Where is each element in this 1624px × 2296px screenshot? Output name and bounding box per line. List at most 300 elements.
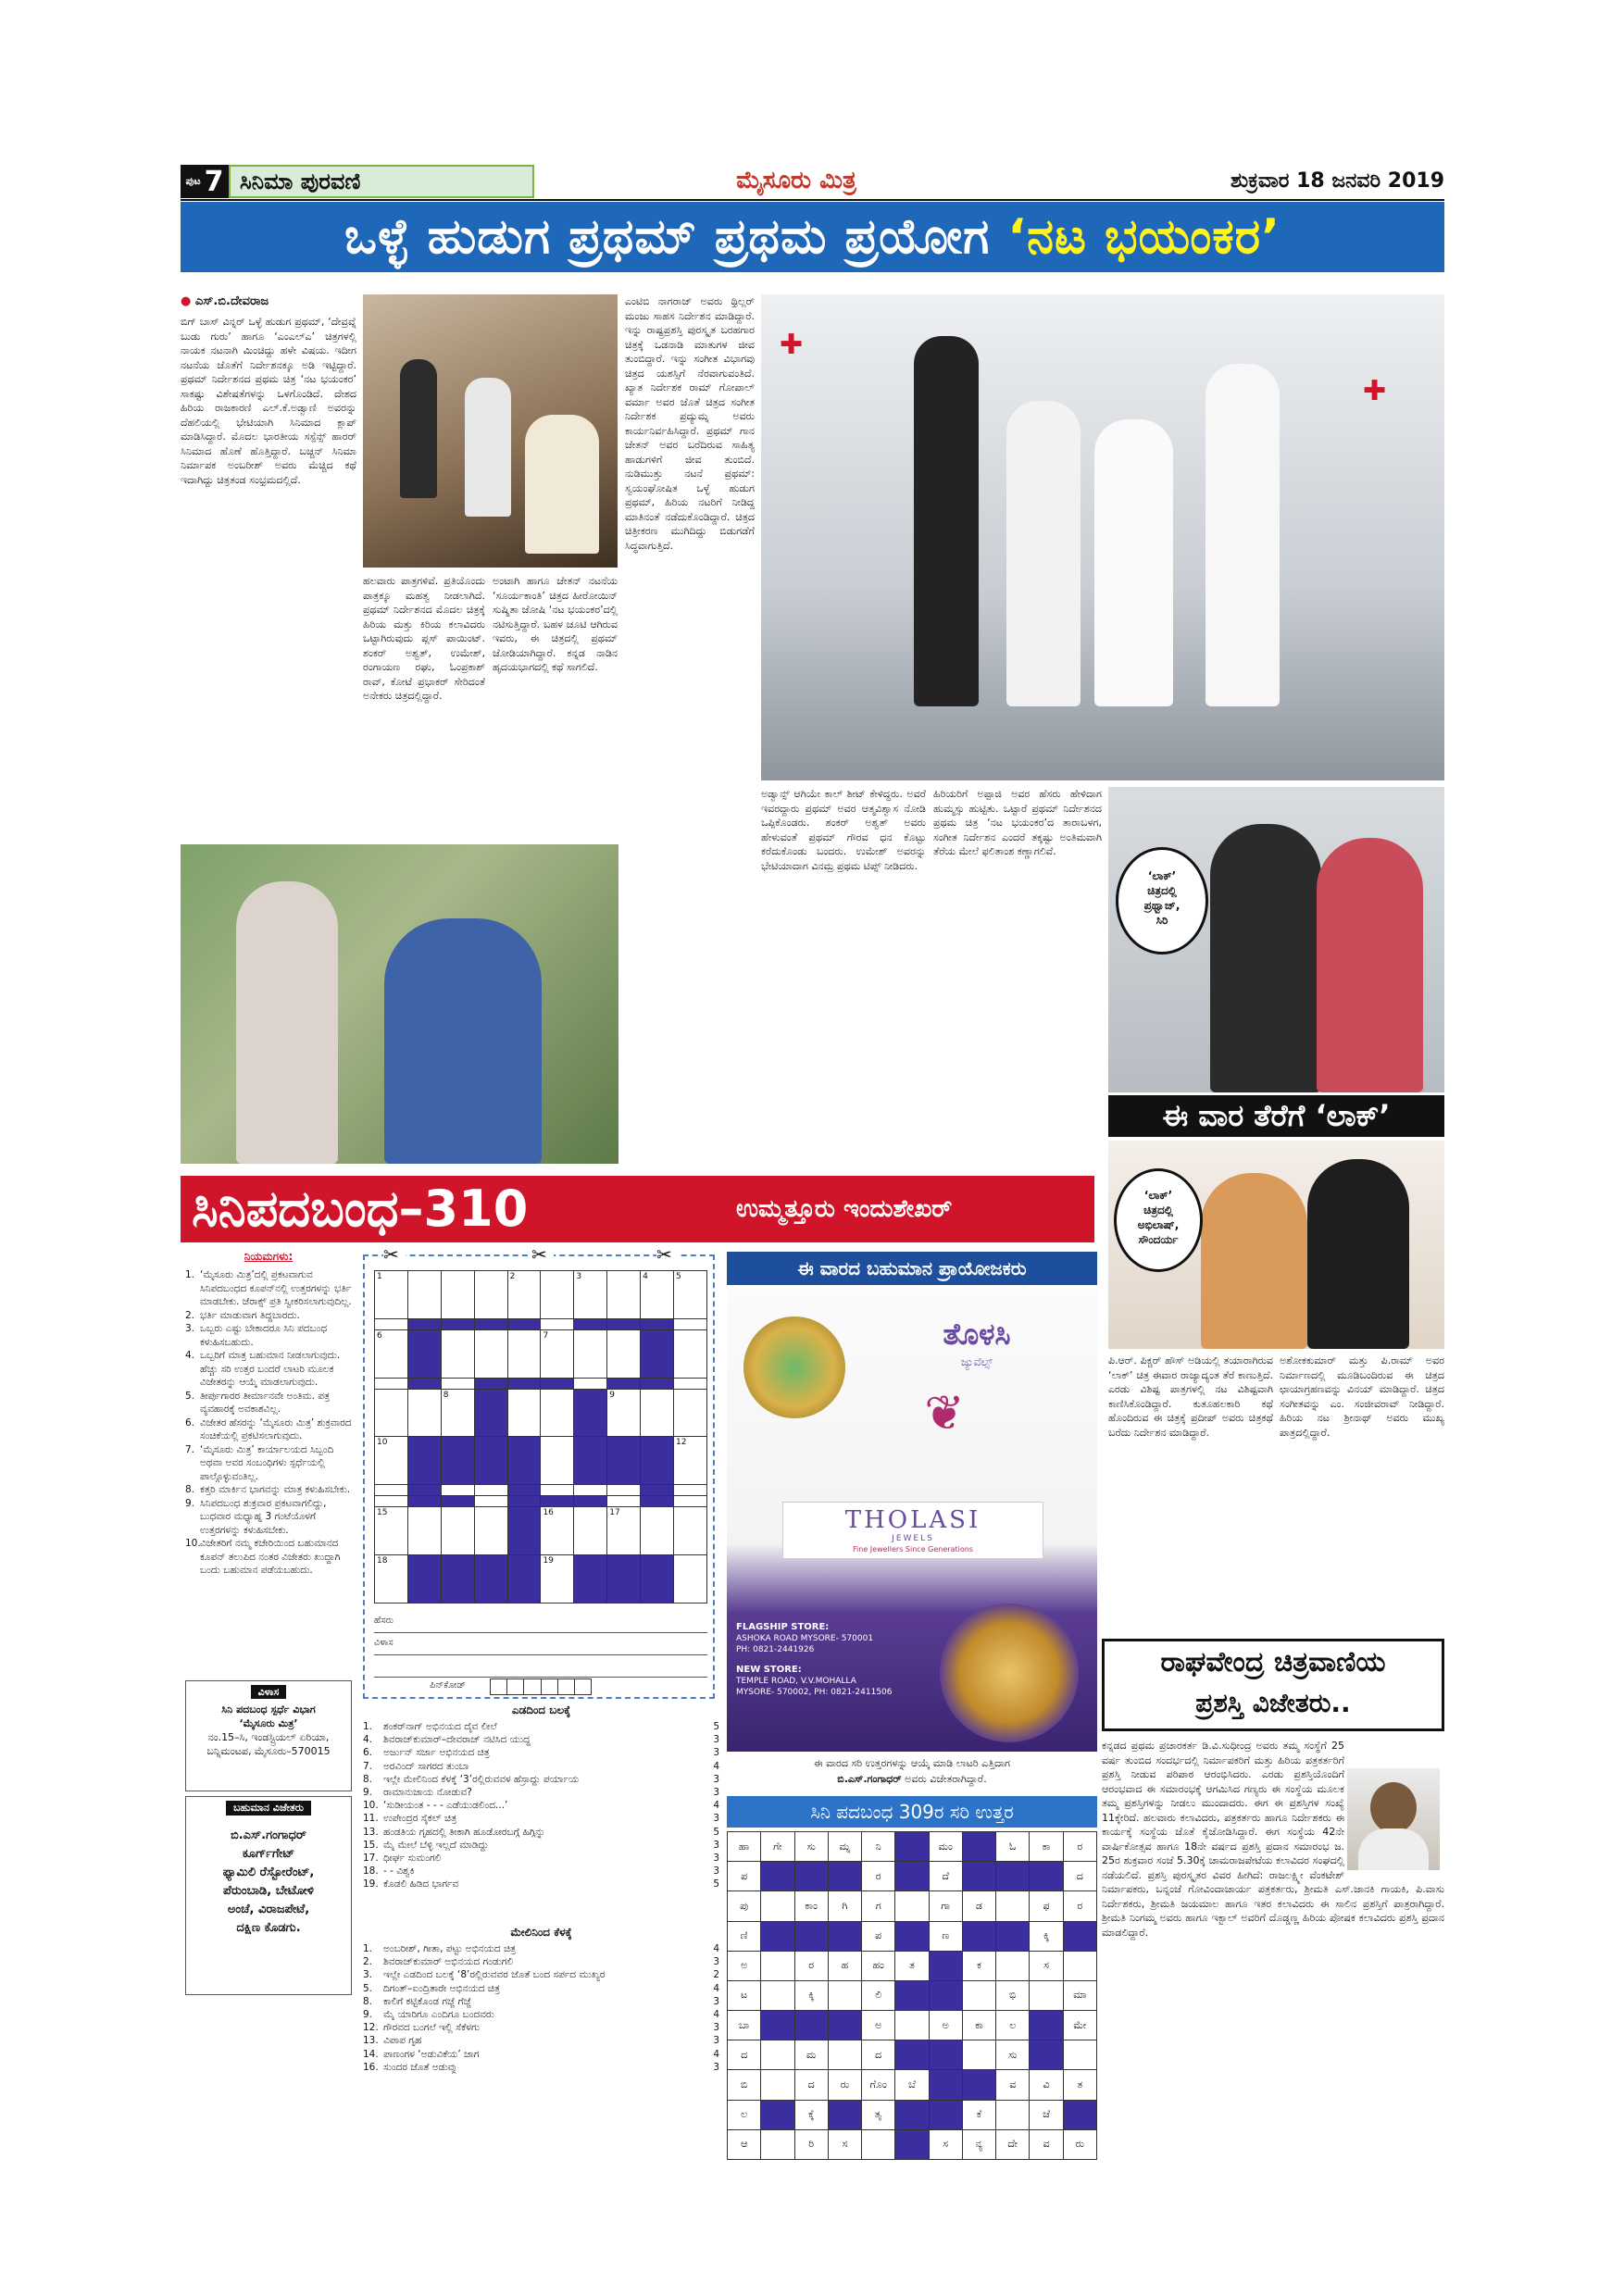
page-number-box <box>181 165 229 198</box>
grid-cell[interactable] <box>541 1389 574 1437</box>
story-column-4: ಎಂಟಿಬಿ ನಾಗರಾಜ್ ಅವರು ಥ್ರಿಲ್ಲರ್ ಮಂಜು ಸಾಹಸ ನಿರ್ದೇಶನ ಮಾಡಿದ್ದಾರೆ. ಇನ್ನು ರಾಷ್ಟ್ರಪ್ರಶಸ್ತಿ ಪುರಸ್ಕೃತ ಬರಹಗಾರ ಚಿತ್ರಕ್ಕೆ ಒಡನಾಡಿ ಮಾತುಗಳ ಜೀವ ತುಂಬಿದ್ದಾರೆ. ಇನ್ನು ಸಂಗೀತ ವಿಭಾಗವು ಚಿತ್ರದ ಯಶಸ್ಸಿಗೆ ನೆರವಾಗುವಂತಿದೆ. ಖ್ಯಾತ ನಿರ್ದೇಶಕ ರಾಮ್ ಗೋಪಾಲ್ ವರ್ಮಾ ಅವರ ಜೊತೆ ಚಿತ್ರದ ಸಂಗೀತ ನಿರ್ದೇಶಕ ಪ್ರದ್ಯುಮ್ನ ಅವರು ಕಾರ್ಯನಿರ್ವಹಿಸಿದ್ದಾರೆ. ಪ್ರಥಮ್ ಗಾನ ಚೇತನ್ ಅವರ ಬರೆದಿರುವ ಸಾಹಿತ್ಯ ಹಾಡುಗಳಿಗೆ ಜೀವ ತುಂಬಿದೆ. ನುಡಿಮುತ್ತು ನಟನೆ ಪ್ರಥಮ್: ಸ್ವಯಂಘೋಷಿತ ಒಳ್ಳೆ ಹುಡುಗ ಪ್ರಥಮ್, ಹಿರಿಯ ನಟರಿಗೆ ನೀಡಿದ್ದ ಮಾತಿನಂತೆ ನಡೆದುಕೊಂಡಿದ್ದಾರೆ. ಚಿತ್ರದ ಚಿತ್ರೀಕರಣ ಮುಗಿದಿದ್ದು ಬಿಡುಗಡೆಗೆ ಸಿದ್ಧವಾಗುತ್ತಿದೆ. <box>625 295 755 552</box>
photo-figure <box>1210 824 1321 1092</box>
clue-item <box>363 2021 719 2034</box>
clue-item <box>363 1773 719 1786</box>
clue-number: 11. <box>363 1813 379 1825</box>
clue-text: ಕೊಡಲಿ ಹಿಡಿದ ಭಾರ್ಗವ <box>383 1878 459 1890</box>
answer-cell <box>761 2129 794 2159</box>
answer-cell: ನ್ಯ <box>962 2129 995 2159</box>
raghavendra-body: ಕನ್ನಡದ ಪ್ರಥಮ ಪ್ರಚಾರಕರ್ತ ಡಿ.ವಿ.ಸುಧೀಂದ್ರ ಅವರು ತಮ್ಮ ಸಂಸ್ಥೆಗೆ 25 ವರ್ಷ ತುಂಬಿದ ಸಂದರ್ಭದಲ್ಲಿ ನಿರ್ಮಾಪಕರಿಗೆ ಮತ್ತು ಹಿರಿಯ ಪತ್ರಕರ್ತರಿಗೆ ಪ್ರಶಸ್ತಿ ನೀಡುವ ಪರಿಪಾಠ ಆರಂಭಿಸಿದರು. ಎರಡು ಪ್ರಶಸ್ತಿಯೊಂದಿಗೆ ಆರಂಭವಾದ ಈ ಸಮಾರಂಭಕ್ಕೆ ಆಗಮಿಸಿದ ಗಣ್ಯರು ಈ ಸಂಸ್ಥೆಯ ಮೂಲಕ ತಮ್ಮ ಪ್ರಶಸ್ತಿಗಳನ್ನು ನೀಡಲು ಮುಂದಾದರು. ಈಗ ಈ ಪ್ರಶಸ್ತಿಗಳ ಸಂಖ್ಯೆ 11ಕ್ಕೇರಿದೆ. ಹಲವಾರು ಕಲಾವಿದರು, ಪತ್ರಕರ್ತರು ಹಾಗೂ ನಿರ್ದೇಶಕರು ಈ ಕಾರ್ಯಕ್ಕೆ ಸಂಸ್ಥೆಯ ಜೊತೆ ಕೈಜೋಡಿಸಿದ್ದಾರೆ. ಈಗ ಸಂಸ್ಥೆಯ 42ನೇ ವಾರ್ಷಿಕೋತ್ಸವ ಹಾಗೂ 18ನೇ ವರ್ಷದ ಪ್ರಶಸ್ತಿ ಪ್ರದಾನ ಸಮಾರಂಭ ಜ. 25ರ ಶುಕ್ರವಾರ ಸಂಜೆ 5.30ಕ್ಕೆ ಚಾಮರಾಜಪೇಟೆಯ ಕಲಾವಿದರ ಸಂಘದಲ್ಲಿ ನಡೆಯಲಿದೆ. ಪ್ರಶಸ್ತಿ ಪುರಸ್ಕೃತರ ವಿವರ ಹೀಗಿದೆ: ರಾಜಲಕ್ಷ್ಮೀ ವೆಂಕಟೇಶ್ ನಿರ್ಮಾಪಕರು, ಬನ್ನಂಜೆ ಗೋವಿಂದಾಚಾರ್ಯ ಪತ್ರಕರ್ತರು, ಶ್ರೀಮತಿ ಎಸ್.ಜಾನಕಿ ಗಾಯಕಿ, ಪಿ.ವಾಸು ನಿರ್ದೇಶಕರು, ಶ್ರೀಮತಿ ಜಯಮಾಲ ಹಾಗೂ ಇತರ ಕಲಾವಿದರು ಈ ಸಾಲಿನ ಪ್ರಶಸ್ತಿಗೆ ಪಾತ್ರರಾಗಿದ್ದಾರೆ. ಶ್ರೀಮತಿ ನಿಂಗಮ್ಮ ಅವರು ಹಾಗೂ ಇಕ್ಬಾಲ್ ಅವರಿಗೆ ದೊಡ್ಡಣ್ಣ ಹಿರಿಯ ಪೋಷಕ ಕಲಾವಿದರು ಪ್ರಶಸ್ತಿ ಪ್ರದಾನ ಮಾಡಲಿದ್ದಾರೆ. <box>1102 1740 1444 1939</box>
clue-number: 12. <box>363 2022 379 2034</box>
grid-cell[interactable] <box>407 1389 441 1437</box>
clue-length: 4 <box>713 2048 719 2060</box>
clue-length: 3 <box>713 2022 719 2034</box>
clue-text: ಉಪೇಂದ್ರರ ಸೈಕಲ್ ಚಿತ್ರ <box>383 1813 457 1825</box>
photo-figure <box>525 415 599 554</box>
brand-kn-sub: ಜ್ಯುವೆಲ್ಸ್ <box>960 1355 993 1368</box>
grid-cell[interactable] <box>674 1507 707 1555</box>
grid-cell[interactable] <box>441 1271 474 1319</box>
grid-cell[interactable] <box>674 1378 707 1389</box>
grid-cell[interactable] <box>375 1496 408 1507</box>
grid-number: 16 <box>543 1508 554 1518</box>
clue-number: 3. <box>363 1969 373 1981</box>
grid-cell[interactable] <box>641 1389 674 1437</box>
clue-item <box>363 1968 719 1981</box>
grid-cell[interactable] <box>375 1437 408 1485</box>
grid-block <box>541 1378 574 1389</box>
sponsor-ad <box>727 1289 1097 1752</box>
grid-cell[interactable] <box>541 1329 574 1378</box>
caption-line: ಚಿತ್ರದಲ್ಲಿ <box>1147 884 1177 897</box>
answer-cell: ರ <box>862 1862 895 1891</box>
answer-cell: ತ <box>895 1951 929 1980</box>
answer-cell: ಪು <box>728 1891 761 1921</box>
rule-item <box>185 1443 352 1484</box>
raghavendra-title-box <box>1102 1639 1444 1731</box>
grid-cell[interactable] <box>441 1389 474 1437</box>
byline-bullet-icon: ● <box>181 294 192 308</box>
grid-cell[interactable] <box>407 1507 441 1555</box>
grid-number: 10 <box>377 1438 388 1448</box>
photo-figure <box>400 359 437 498</box>
answer-cell: ಜೆ <box>1030 2100 1063 2129</box>
grid-cell[interactable] <box>507 1271 541 1319</box>
answer-block <box>828 1862 861 1891</box>
answer-cell: ಗ <box>862 1891 895 1921</box>
clue-number: 7. <box>363 1760 373 1772</box>
answer-cell: ಗೊಂ <box>862 2070 895 2100</box>
rule-number: 10. <box>185 1538 201 1549</box>
grid-number: 5 <box>676 1272 681 1281</box>
answer-block <box>895 1921 929 1951</box>
winner-address: ಕೂರ್ಗ್‌ಗೇಟ್ <box>242 1847 295 1861</box>
clue-text: ವಿಪಾಪ ಗೃಹ <box>383 2035 422 2047</box>
grid-number: 15 <box>377 1508 388 1518</box>
grid-cell[interactable] <box>441 1485 474 1496</box>
answer-cell <box>828 2040 861 2070</box>
clue-number: 4. <box>363 1734 373 1746</box>
clue-length: 3 <box>713 2061 719 2073</box>
grid-block <box>407 1437 441 1485</box>
clue-text: ಅಂಬರೀಶ್, ಗೀತಾ, ಪಟ್ಟು ಅಭಿನಯದ ಚಿತ್ರ <box>383 1943 517 1954</box>
grid-cell[interactable] <box>507 1389 541 1437</box>
rule-number: 6. <box>185 1416 195 1429</box>
grid-cell[interactable] <box>674 1329 707 1378</box>
photo-figure <box>1206 364 1280 706</box>
grid-block <box>641 1555 674 1603</box>
grid-cell[interactable] <box>441 1329 474 1378</box>
answer-cell: ಹಂ <box>862 1951 895 1980</box>
answer-block <box>794 1921 828 1951</box>
photo-figure <box>1307 1159 1409 1349</box>
rule-text: ಒಬ್ಬರು ಎಷ್ಟು ಬೇಕಾದರೂ ಸಿನಿ ಪದಬಂಧ ಕಳುಹಿಸಬಹುದು. <box>200 1323 328 1348</box>
caption-line: ಪ್ರಥ್ವಾಜ್, <box>1143 899 1181 912</box>
answer-block <box>929 1980 962 2010</box>
clue-text: ರಾಮಾನುಜಾಯ ನೋಡುವ? <box>383 1787 472 1799</box>
red-cross-icon: ✚ <box>1363 375 1387 407</box>
clue-item <box>363 2061 719 2074</box>
clue-item <box>363 1852 719 1865</box>
story-column-3: ಅಂಟಾಗಿ ಹಾಗೂ ಚೇತನ್ ನಟನೆಯ ‘ಸೂರ್ಯಕಾಂತಿ’ ಚಿತ್ರದ ಹೀರೋಯಿನ್ ಸುಷ್ಮಿತಾ ಜೋಷಿ ‘ನಟ ಭಯಂಕರ’ದಲ್ಲಿ ನಟಿಸುತ್ತಿದ್ದಾರೆ. ಬಹಳ ಚೂಟಿ ಆಗಿರುವ ಇವರು, ಈ ಚಿತ್ರದಲ್ಲಿ ಪ್ರಥಮ್ ಜೋಡಿಯಾಗಿದ್ದಾರೆ. ಕನ್ನಡ ನಾಡಿನ ಹೃದಯಭಾಗದಲ್ಲಿ ಕಥೆ ಸಾಗಲಿದೆ. <box>493 575 618 673</box>
grid-cell[interactable] <box>375 1318 408 1329</box>
grid-cell[interactable] <box>375 1485 408 1496</box>
jewel-pendant-icon <box>743 1316 845 1418</box>
grid-block <box>574 1555 607 1603</box>
grid-cell[interactable] <box>574 1485 607 1496</box>
clue-text: ಸುಂದರ ಜೊತೆ ಅಡುವ್ದು <box>383 2061 457 2073</box>
grid-cell[interactable] <box>407 1271 441 1319</box>
rule-number: 4. <box>185 1350 195 1361</box>
answer-block <box>761 1921 794 1951</box>
grid-cell[interactable] <box>674 1389 707 1437</box>
brand-en-sub: JEWELS <box>892 1534 934 1543</box>
peacock-logo-icon: ❦ <box>924 1386 965 1441</box>
masthead-rule <box>181 199 1444 201</box>
clue-number: 16. <box>363 2061 379 2073</box>
address-line: ಬನ್ನಿಮಂಟಪ, ಮೈಸೂರು–570015 <box>206 1745 331 1757</box>
laak-text-1: ಪಿ.ಆರ್. ಪಿಕ್ಚರ್ ಹೌಸ್ ಅಡಿಯಲ್ಲಿ ತಯಾರಾಗಿರುವ ‘ಲಾಕ್’ ಚಿತ್ರ ಈವಾರ ರಾಜ್ಯಾದ್ಯಂತ ತೆರೆ ಕಾಣುತ್ತಿದೆ. ಎರಡು ವಿಶಿಷ್ಟ ಪಾತ್ರಗಳಲ್ಲಿ ನಟ ವಿಶಿಷ್ಟವಾಗಿ ಕಾಣಿಸಿಕೊಂಡಿದ್ದಾರೆ. ಕುತೂಹಲಕಾರಿ ಕಥೆ ಹೊಂದಿರುವ ಈ ಚಿತ್ರಕ್ಕೆ ಪ್ರದೀಪ್ ಅವರು ಚಿತ್ರಕಥೆ ಬರೆದು ನಿರ್ದೇಶನ ಮಾಡಿದ್ದಾರೆ. <box>1108 1354 1273 1439</box>
rules-title: ನಿಯಮಗಳು: <box>244 1250 294 1263</box>
answer-cell: ದ <box>728 2040 761 2070</box>
answer-block <box>895 2129 929 2159</box>
answer-block <box>1063 2100 1096 2129</box>
rule-item <box>185 1268 352 1309</box>
photo-figure <box>384 918 542 1164</box>
clue-number: 13. <box>363 1826 379 1838</box>
rule-number: 3. <box>185 1323 195 1334</box>
grid-cell[interactable] <box>541 1485 574 1496</box>
answer-cell: ಅ <box>728 1951 761 1980</box>
clue-text: ಶಿವರಾಜ್‌ಕುಮಾರ್–ದೇವರಾಜ್ ನಟಿಸಿದ ಯುದ್ಧ <box>383 1734 531 1746</box>
answer-cell: ದ <box>862 2040 895 2070</box>
answer-cell: ರು <box>1063 2129 1096 2159</box>
answer-block <box>962 1921 995 1951</box>
grid-block <box>407 1496 441 1507</box>
answer-cell: ಅ <box>862 2011 895 2040</box>
grid-block <box>407 1555 441 1603</box>
grid-number: 2 <box>509 1272 516 1281</box>
answer-block <box>929 2070 962 2100</box>
story-photo-3 <box>181 844 618 1164</box>
grid-cell[interactable] <box>574 1271 607 1319</box>
sponsor-banner: ಈ ವಾರದ ಬಹುಮಾನ ಪ್ರಾಯೋಜಕರು <box>727 1252 1097 1285</box>
clue-item <box>363 2008 719 2021</box>
grid-block <box>641 1437 674 1485</box>
rule-item <box>185 1322 352 1349</box>
grid-cell[interactable] <box>674 1271 707 1319</box>
answer-block <box>996 1862 1030 1891</box>
grid-block <box>474 1437 507 1485</box>
clue-text: ಮೈ ಮೇಲೆ ಬೆಳ್ಳಿ ಇಲ್ಲದೆ ಮಾಡಿದ್ದು <box>383 1839 489 1851</box>
rule-text: ತೀರ್ಪುಗಾರರ ತೀರ್ಮಾನವೇ ಅಂತಿಮ. ಪತ್ರ ವ್ಯವಹಾರಕ್ಕೆ ಅವಕಾಶವಿಲ್ಲ. <box>200 1390 331 1415</box>
clue-item <box>363 1760 719 1773</box>
brand-kn: ತೊಳಸಿ <box>943 1316 1011 1352</box>
answer-cell: ವ <box>996 2070 1030 2100</box>
grid-block <box>441 1318 474 1329</box>
clue-length: 4 <box>713 2009 719 2021</box>
brand-en: THOLASI <box>844 1506 981 1534</box>
store-details <box>736 1622 940 1742</box>
grid-cell[interactable] <box>574 1329 607 1378</box>
clue-length: 4 <box>713 1800 719 1812</box>
clue-text: - - ವಿಶ್ವಕಿ <box>383 1866 415 1878</box>
store1-title: FLAGSHIP STORE: <box>736 1622 830 1632</box>
brand-tagline: Fine Jewellers Since Generations <box>853 1545 973 1554</box>
answer-block <box>794 1862 828 1891</box>
grid-cell[interactable] <box>674 1496 707 1507</box>
answer-cell: ಅ <box>929 2011 962 2040</box>
grid-cell[interactable] <box>474 1329 507 1378</box>
answer-block <box>1063 1921 1096 1951</box>
grid-number: 17 <box>609 1508 620 1518</box>
grid-cell[interactable] <box>375 1329 408 1378</box>
rule-number: 2. <box>185 1309 195 1321</box>
clue-length: 3 <box>713 1773 719 1785</box>
photo-figure <box>1094 419 1173 706</box>
caption-line: ‘ಲಾಕ್’ <box>1143 1189 1173 1202</box>
winner-box <box>185 1796 352 1995</box>
grid-cell[interactable] <box>441 1378 474 1389</box>
clue-length: 3 <box>713 1747 719 1759</box>
grid-number: 7 <box>543 1330 549 1341</box>
grid-block <box>507 1555 541 1603</box>
grid-cell[interactable] <box>474 1271 507 1319</box>
address-box <box>185 1680 352 1791</box>
clue-length: 4 <box>713 1943 719 1954</box>
photo-figure <box>914 336 979 706</box>
scissors-icon: ✂ <box>531 1243 554 1266</box>
answer-block <box>828 2100 861 2129</box>
address-field[interactable] <box>374 1638 707 1655</box>
grid-cell[interactable] <box>474 1496 507 1507</box>
clue-number: 8. <box>363 1995 373 2007</box>
answer-cell: ಲಿ <box>862 1980 895 2010</box>
clue-item <box>363 1865 719 1878</box>
answer-cell: ಹಾ <box>728 1832 761 1862</box>
raghavendra-title-1: ರಾಘವೇಂದ್ರ ಚಿತ್ರವಾಣಿಯ <box>1160 1646 1386 1678</box>
answer-cell: ಣ <box>929 1921 962 1951</box>
grid-block <box>507 1378 541 1389</box>
rule-item <box>185 1390 352 1416</box>
answer-block <box>895 2100 929 2129</box>
rule-number: 5. <box>185 1390 195 1402</box>
grid-cell[interactable] <box>541 1318 574 1329</box>
answer-cell <box>996 2100 1030 2129</box>
crossword-author: ಉಮ್ಮತ್ತೂರು ಇಂದುಶೇಖರ್ <box>736 1195 953 1223</box>
answer-cell: ಮ <box>794 2040 828 2070</box>
name-field[interactable] <box>374 1616 707 1633</box>
answer-cell: ರ <box>1063 1832 1096 1862</box>
clue-item <box>363 1878 719 1890</box>
story-column-6: ಹಿರಿಯರಿಗೆ ಅಪ್ಪಾಜಿ ಅವರ ಹೆಸರು ಹೇಳಿದಾಗ ಹುಮ್ಮಸ್ಸು ಹುಟ್ಟಿತು. ಒಟ್ಟಾರೆ ಪ್ರಥಮ್ ನಿರ್ದೇಶನದ ಪ್ರಥಮ ಚಿತ್ರ ‘ನಟ ಭಯಂಕರ’ದ ತಾರಾಬಳಗ, ಸಂಗೀತ ನಿರ್ದೇಶನ ಎಂದರೆ ತಕ್ಕಷ್ಟು ಅಂತಿಮವಾಗಿ ತೆರೆಯ ಮೇಲೆ ಫಲಿತಾಂಶ ಕಣ್ಣಾಗಲಿವೆ. <box>933 788 1102 857</box>
clue-text: ಅರವಿಂದ್ ಸಾಗರದ ತುಂಬಾ <box>383 1760 469 1772</box>
photo-figure <box>1006 401 1081 706</box>
name-field-label: ಹೆಸರು <box>374 1616 394 1626</box>
rule-number: 9. <box>185 1497 195 1509</box>
clue-item <box>363 2048 719 2061</box>
red-cross-icon: ✚ <box>780 329 804 361</box>
answer-block <box>895 2040 929 2070</box>
clue-text: ಪಾಣಂಗಳ ‘ಅಡುವಿಕೆಯ’ ಜಾಗ <box>383 2048 480 2060</box>
grid-cell[interactable] <box>375 1378 408 1389</box>
grid-cell[interactable] <box>607 1389 641 1437</box>
answer-cell: ಟ <box>728 1980 761 2010</box>
answer-cell: ಲ <box>728 2100 761 2129</box>
answer-block <box>761 2100 794 2129</box>
grid-cell[interactable] <box>375 1507 408 1555</box>
answer-cell: ದ <box>1063 1862 1096 1891</box>
scissors-icon: ✂ <box>656 1243 679 1266</box>
grid-cell[interactable] <box>607 1271 641 1319</box>
grid-block <box>507 1507 541 1555</box>
answer-cell <box>895 1891 929 1921</box>
grid-cell[interactable] <box>574 1507 607 1555</box>
answer-cell: ಗಿ <box>828 1891 861 1921</box>
answer-block <box>828 1921 861 1951</box>
grid-cell[interactable] <box>541 1507 574 1555</box>
winner-note <box>727 1755 1097 1792</box>
grid-number: 8 <box>443 1390 449 1400</box>
clue-length: 3 <box>713 1813 719 1825</box>
answer-cell <box>1063 1951 1096 1980</box>
caption-line: ಅಭಿಲಾಷ್, <box>1137 1218 1180 1231</box>
answer-cell <box>761 1980 794 2010</box>
grid-cell[interactable] <box>541 1555 574 1603</box>
photo-figure <box>236 881 338 1164</box>
answer-cell <box>828 1980 861 2010</box>
answer-cell: ರು <box>828 2070 861 2100</box>
grid-cell[interactable] <box>641 1507 674 1555</box>
clue-text: ಇಲ್ಲೇ ಮೇಲಿನಿಂದ ಕೆಳಕ್ಕೆ ‘3’ರಲ್ಲಿರುವವಳ ಹೆಸ್ರಾದ್ದು ಪರ್ಯಾಯ <box>383 1773 580 1785</box>
answer-cell <box>862 2129 895 2159</box>
grid-block <box>574 1318 607 1329</box>
grid-cell[interactable] <box>607 1485 641 1496</box>
grid-block <box>441 1437 474 1485</box>
grid-block <box>507 1485 541 1496</box>
answer-cell: ವಿ <box>1030 2070 1063 2100</box>
answer-block <box>895 1862 929 1891</box>
grid-cell[interactable] <box>674 1437 707 1485</box>
clue-length: 3 <box>713 2035 719 2047</box>
answer-cell: ಬಿ <box>728 2070 761 2100</box>
clue-item <box>363 1746 719 1759</box>
address-field-2[interactable] <box>374 1660 707 1678</box>
grid-cell[interactable] <box>474 1485 507 1496</box>
rule-number: 7. <box>185 1443 195 1455</box>
story-column-5: ಅಡ್ವಾನ್ಸ್ ಆಗಿಯೇ ಕಾಲ್ ಶೀಟ್ ಕೇಳಿದ್ದರು. ಅವರೆ ಇವರದ್ದಾರು ಪ್ರಥಮ್ ಅವರ ಆತ್ಮವಿಶ್ವಾಸ ನೋಡಿ ಒಪ್ಪಿಕೊಂಡರು. ಶಂಕರ್ ಅಶ್ವತ್ ಅವರು ಹೇಳುವಂತೆ ಪ್ರಥಮ್ ಗೌರವ ಧನ ಕೊಟ್ಟು ಕರೆದುಕೊಂಡು ಬಂದರು. ಉಮೇಶ್ ಅವರನ್ನು ಭೇಟಿಯಾದಾಗ ವಿನಮ್ರ ಪ್ರಥಮ ಟಿಪ್ಸ್ ನೀಡಿದರು. <box>761 788 926 872</box>
answer-cell: ಸು <box>996 2040 1030 2070</box>
clue-text: ಶಂಕರ್‌ನಾಗ್ ಅಭಿನಯದ ದೈವ ಲೀಲೆ <box>383 1721 497 1732</box>
address-line: ಸಿನಿ ಪದಬಂಧ ಸ್ಪರ್ಧೆ ವಿಭಾಗ <box>221 1703 316 1716</box>
grid-cell[interactable] <box>607 1496 641 1507</box>
brand-box <box>782 1502 1043 1559</box>
clue-text: ದಿಗಂತ್–ಐಂದ್ರಿತಾರೇ ಅಭಿನಯದ ಚಿತ್ರ <box>383 1982 500 1994</box>
answer-block <box>929 1951 962 1980</box>
answer-cell <box>895 2011 929 2040</box>
grid-block <box>641 1329 674 1378</box>
clue-number: 1. <box>363 1721 373 1732</box>
rule-number: 8. <box>185 1484 195 1495</box>
answer-cell: ಕ್ಕಿ <box>1030 1921 1063 1951</box>
grid-cell[interactable] <box>441 1507 474 1555</box>
store2-title: NEW STORE: <box>736 1665 802 1675</box>
pincode-boxes[interactable] <box>490 1678 592 1695</box>
answer-block <box>895 1980 929 2010</box>
answer-cell: ತೃ <box>862 2100 895 2129</box>
clue-number: 2. <box>363 1956 373 1968</box>
answer-cell: ಕೆ <box>962 2100 995 2129</box>
clue-length: 3 <box>713 1866 719 1878</box>
grid-block <box>607 1378 641 1389</box>
grid-block <box>541 1496 574 1507</box>
laak-caption-1 <box>1116 847 1208 955</box>
clue-text: ಮೈ ಯಾರಿಗೂ ಎಂದಿಗೂ ಬಂದವರು <box>383 2009 494 2021</box>
coupon-form <box>374 1616 707 1695</box>
answer-cell <box>996 1951 1030 1980</box>
clue-number: 15. <box>363 1839 379 1851</box>
rule-number: 1. <box>185 1269 195 1280</box>
grid-cell[interactable] <box>607 1329 641 1378</box>
grid-cell[interactable] <box>607 1507 641 1555</box>
clue-length: 3 <box>713 1853 719 1865</box>
clue-length: 3 <box>713 1839 719 1851</box>
grid-block <box>607 1555 641 1603</box>
answer-cell <box>1030 1980 1063 2010</box>
grid-cell[interactable] <box>674 1318 707 1329</box>
winner-address: ಅಂಚೆ, ವಿರಾಜಪೇಟೆ, <box>227 1903 310 1916</box>
grid-block <box>407 1378 441 1389</box>
grid-cell[interactable] <box>375 1271 408 1319</box>
clue-length: 5 <box>713 1826 719 1838</box>
grid-block <box>407 1329 441 1378</box>
answer-cell: ಣಿ <box>728 1921 761 1951</box>
rule-text: ‘ಮೈಸೂರು ಮಿತ್ರ’ದಲ್ಲಿ ಪ್ರಕಟವಾಗುವ ಸಿನಿಪದಬಂಧದ ಕೂಪನ್‌ನಲ್ಲಿ ಉತ್ತರಗಳನ್ನು ಭರ್ತಿ ಮಾಡಬೇಕು. ಜೆರಾಕ್ಸ್ ಪ್ರತಿ ಸ್ವೀಕರಿಸಲಾಗುವುದಿಲ್ಲ. <box>200 1269 352 1307</box>
grid-cell[interactable] <box>474 1507 507 1555</box>
grid-block <box>441 1555 474 1603</box>
answer-cell: ವ <box>1030 2129 1063 2159</box>
grid-cell[interactable] <box>375 1389 408 1437</box>
grid-cell[interactable] <box>375 1555 408 1603</box>
clue-number: 14. <box>363 2048 379 2060</box>
grid-block <box>574 1389 607 1437</box>
grid-cell[interactable] <box>507 1329 541 1378</box>
grid-block <box>407 1318 441 1329</box>
caption-line: ಚಿತ್ರದಲ್ಲಿ <box>1143 1204 1173 1217</box>
byline <box>181 294 356 313</box>
answer-block <box>1030 1862 1063 1891</box>
clue-text: ಹಂಡತಿಯ ಗೃಹದಲ್ಲಿ ತೀಕಾಗಿ ಹೂಡೋರಬಗ್ಗೆ ಹಿಗ್ಗಿನ್ನು <box>383 1826 545 1838</box>
answer-cell: ಭಿ <box>996 1980 1030 2010</box>
story-photo-1 <box>363 294 618 568</box>
grid-cell[interactable] <box>574 1378 607 1389</box>
story-column-2: ಹಲವಾರು ಪಾತ್ರಗಳಿವೆ. ಪ್ರತಿಯೊಂದು ಪಾತ್ರಕ್ಕೂ ಮಹತ್ವ ನೀಡಲಾಗಿದೆ. ಪ್ರಥಮ್ ನಿರ್ದೇಶನದ ಮೊದಲ ಚಿತ್ರಕ್ಕೆ ಹಿರಿಯ ಮತ್ತು ಕಿರಿಯ ಕಲಾವಿದರು ಒಟ್ಟಾಗಿರುವುದು ಪ್ಲಸ್ ಪಾಯಿಂಟ್. ಶಂಕರ್ ಅಶ್ವತ್, ಉಮೇಶ್, ರಂಗಾಯಣ ರಘು, ಓಂಪ್ರಕಾಶ್ ರಾವ್, ಕೋಟೆ ಪ್ರಭಾಕರ್ ಸೇರಿದಂತೆ ಅನೇಕರು ಚಿತ್ರದಲ್ಲಿದ್ದಾರೆ. <box>363 575 485 702</box>
grid-cell[interactable] <box>541 1437 574 1485</box>
grid-cell[interactable] <box>541 1271 574 1319</box>
grid-block <box>607 1437 641 1485</box>
headline-part2: ‘ನಟ ಭಯಂಕರ’ <box>1007 209 1280 265</box>
grid-number: 12 <box>676 1438 687 1448</box>
grid-cell[interactable] <box>674 1555 707 1603</box>
clue-item <box>363 1826 719 1839</box>
clue-length: 4 <box>713 1760 719 1772</box>
grid-cell[interactable] <box>674 1485 707 1496</box>
answer-block <box>761 2011 794 2040</box>
clue-item <box>363 1720 719 1733</box>
address-line: ‘ಮೈಸೂರು ಮಿತ್ರ’ <box>239 1717 298 1729</box>
grid-cell[interactable] <box>641 1271 674 1319</box>
address-title: ವಿಳಾಸ <box>251 1685 287 1699</box>
laak-caption-2 <box>1114 1168 1203 1272</box>
